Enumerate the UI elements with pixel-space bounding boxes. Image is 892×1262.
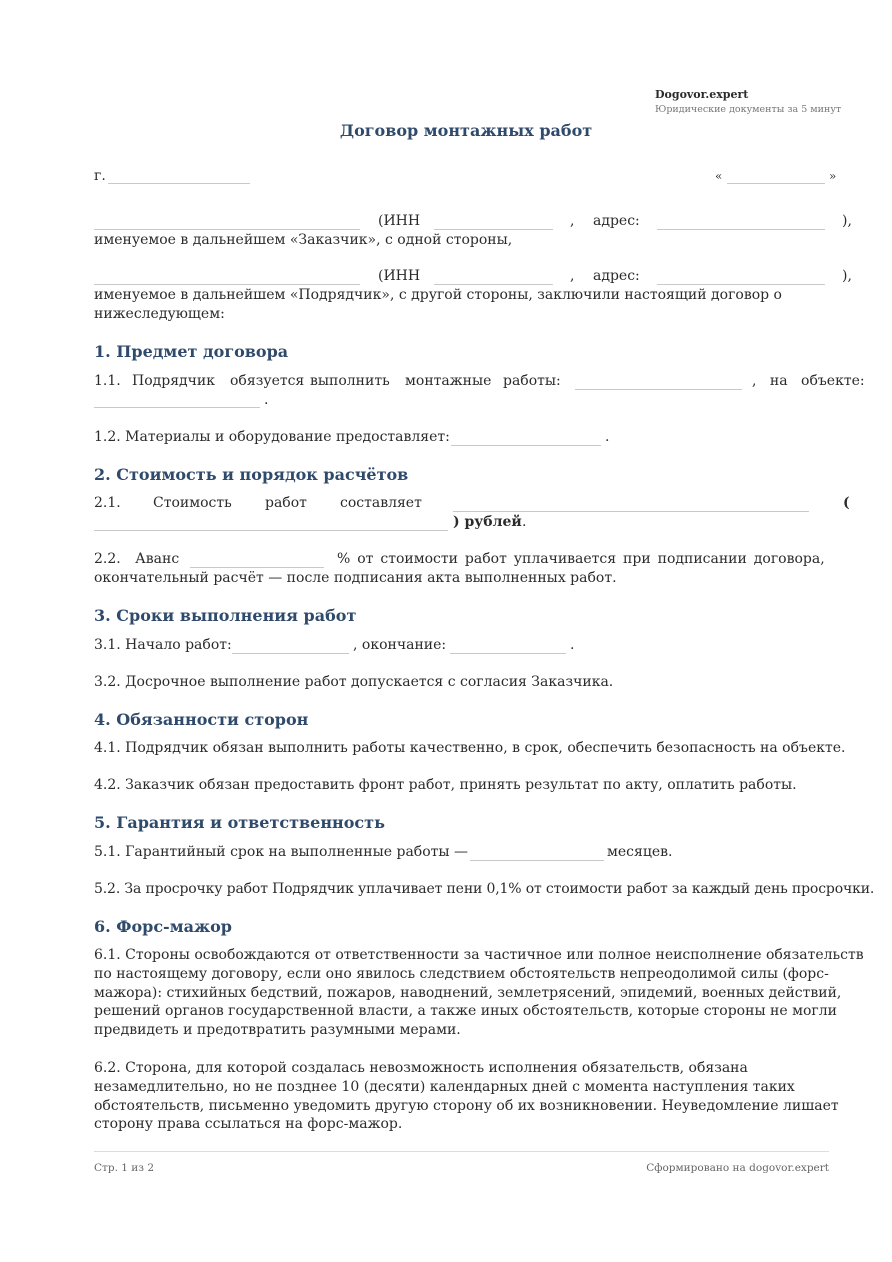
party2-close: ), [842,268,852,284]
clause-1-1-object-label: , на объекте: [752,373,865,389]
clause-1-1-word: выполнить [310,373,390,389]
clause-1-1-word: работы: [503,373,561,389]
party2-address-blank[interactable] [657,284,825,285]
party2-inn-label: (ИНН [378,268,421,284]
clause-2-1-word: работ [265,495,307,511]
document-title: Договор монтажных работ [339,121,593,140]
cost-paren-open: ( [843,495,850,511]
clause-2-2-line2: окончательный расчёт — после подписания акта выполненных работ. [94,570,617,586]
clause-3-1-end: . [570,637,575,653]
clause-5-2: 5.2. За просрочку работ Подрядчик уплачивает пени 0,1% от стоимости работ за каждый день просрочки. [94,881,875,897]
materials-blank[interactable] [451,445,601,446]
party1-description: именуемое в дальнейшем «Заказчик», с одной стороны, [94,232,513,248]
party2-description: именуемое в дальнейшем «Подрядчик», с другой стороны, заключили настоящий договор о [94,287,782,303]
object-blank[interactable] [94,407,260,408]
page-number: Стр. 1 из 2 [94,1162,155,1174]
clause-1-1-word: Подрядчик [132,373,216,389]
date-blank[interactable] [727,183,825,184]
clause-2-1-word: 2.1. [94,495,121,511]
brand-block [655,88,841,115]
footer-generated-note: Сформировано на dogovor.expert [646,1162,829,1174]
clause-1-2: 1.2. Материалы и оборудование предоставляет: [94,429,450,445]
clause-1-1-word: монтажные [405,373,492,389]
clause-6-2: 6.2. Сторона, для которой создалась невозможность исполнения обязательств, обязана незамедлительно, но не позднее 10 (десяти) календарных дней с момента наступления таких обстоятельств, письменно уведомить другую сторону об их возникновении. Неуведомление лишает сторону права ссылаться на форс-мажор. [94,1060,839,1133]
clause-3-2: 3.2. Досрочное выполнение работ допускается с согласия Заказчика. [94,674,614,690]
party2-name-blank[interactable] [94,284,360,285]
clause-2-1-word: составляет [340,495,422,511]
clause-2-2-rest: % от стоимости работ уплачивается при подписании договора, [337,551,825,567]
clause-1-1-end: . [264,392,269,408]
clause-4-2: 4.2. Заказчик обязан предоставить фронт работ, принять результат по акту, оплатить работы. [94,777,797,793]
footer-divider [94,1151,829,1152]
party1-inn-blank[interactable] [434,229,553,230]
brand-name: Dogovor.expert [655,88,749,101]
works-blank[interactable] [575,389,742,390]
section-heading-4: 4. Обязанности сторон [94,710,309,729]
end-date-blank[interactable] [450,653,566,654]
clause-1-1-word: 1.1. [94,373,121,389]
date-open-quote: « [715,169,723,183]
date-close-quote: » [829,169,837,183]
party1-inn-label: (ИНН [378,213,421,229]
party1-address-blank[interactable] [657,229,825,230]
party1-close: ), [842,213,852,229]
section-heading-5: 5. Гарантия и ответственность [94,813,385,832]
clause-2-1-end: . [522,514,527,530]
brand-tagline: Юридические документы за 5 минут [655,104,842,115]
party1-name-blank[interactable] [94,229,360,230]
city-prefix: г. [94,168,106,184]
section-heading-3: 3. Сроки выполнения работ [94,606,357,625]
clause-4-1: 4.1. Подрядчик обязан выполнить работы качественно, в срок, обеспечить безопасность на объекте. [94,740,846,756]
clause-5-1-start: 5.1. Гарантийный срок на выполненные работы — [94,844,468,860]
clause-5-1-end: месяцев. [607,844,673,860]
clause-1-1-word: обязуется [230,373,305,389]
party2-inn-blank[interactable] [434,284,553,285]
section-heading-2: 2. Стоимость и порядок расчётов [94,465,409,484]
party2-comma: , [570,268,575,284]
warranty-months-blank[interactable] [470,860,604,861]
cost-digits-blank[interactable] [453,511,809,512]
clause-1-2-end: . [605,429,610,445]
section-heading-1: 1. Предмет договора [94,342,289,361]
clause-6-1: 6.1. Стороны освобождаются от ответственности за частичное или полное неисполнение обязательств по настоящему договору, если оно явилось следствием обстоятельств непреодолимой силы (форс-мажора): стихийных бедствий, пожаров, наводнений, землетрясений, эпидемий, военных действий, решений органов государственной власти, а также иных обстоятельств, которые стороны не могли предвидеть и предотвратить разумными мерами. [94,947,864,1039]
cost-words-blank[interactable] [94,530,448,531]
party2-description-line2: нижеследующем: [94,306,225,322]
clause-3-1-start: 3.1. Начало работ: [94,637,232,653]
clause-2-1-word: Стоимость [153,495,232,511]
city-blank[interactable] [108,183,250,184]
advance-percent-blank[interactable] [190,567,324,568]
party1-address-label: адрес: [593,213,640,229]
start-date-blank[interactable] [232,653,349,654]
clause-2-2-start: 2.2. Аванс [94,551,180,567]
party2-address-label: адрес: [593,268,640,284]
cost-rubles-label: ) рублей [453,514,522,530]
clause-3-1-end-label: , окончание: [353,637,447,653]
party1-comma: , [570,213,575,229]
section-heading-6: 6. Форс-мажор [94,917,232,936]
